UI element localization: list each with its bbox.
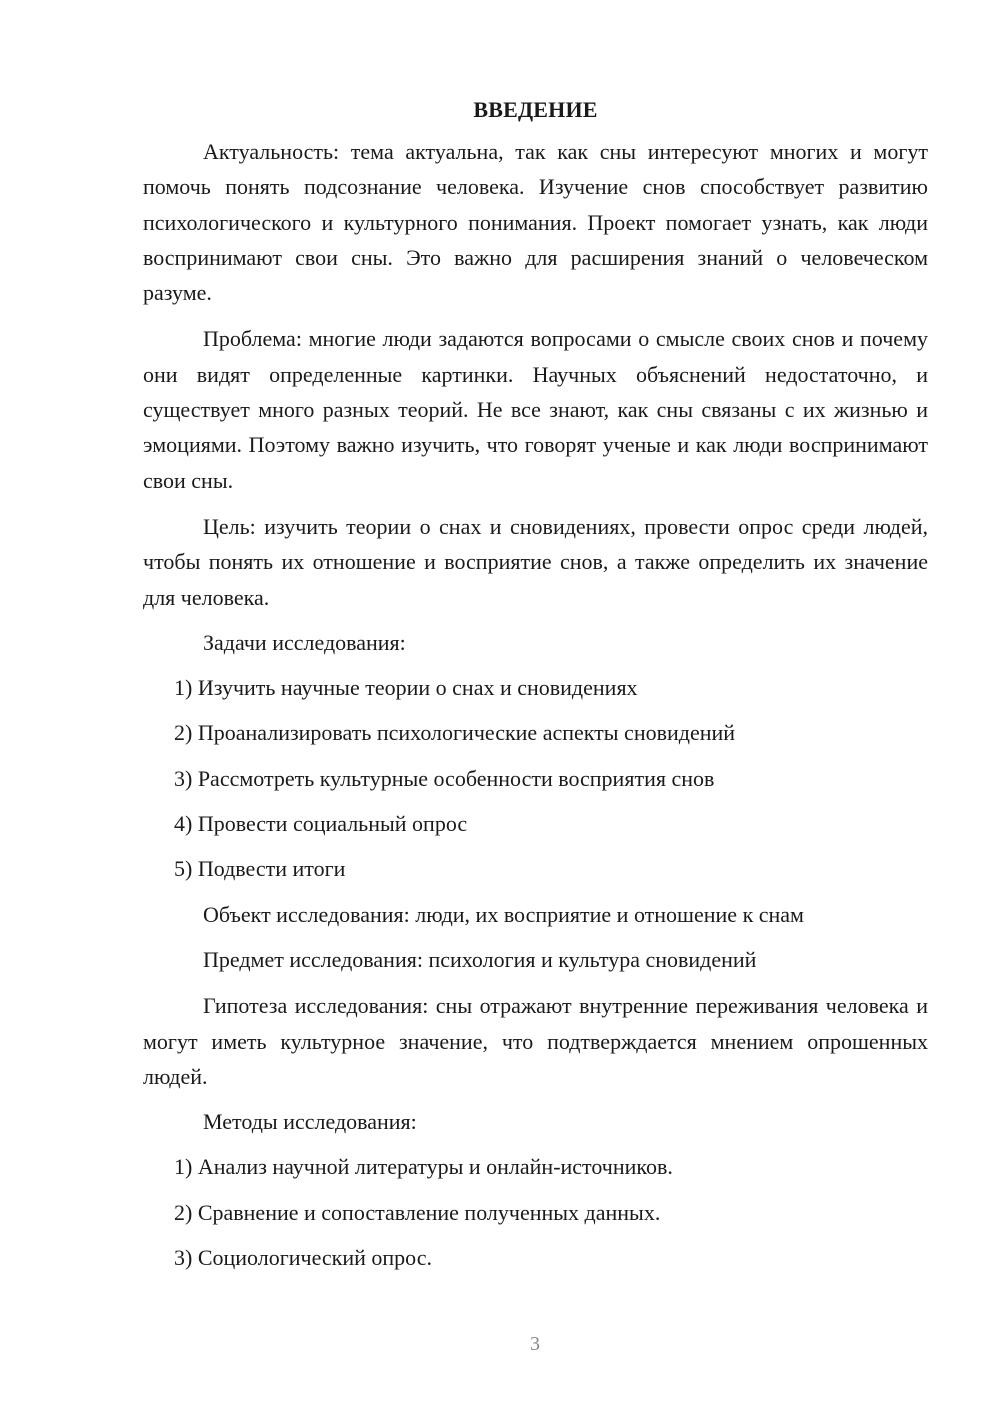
problem-paragraph: Проблема: многие люди задаются вопросами о смысле своих снов и почему они видят определенные картинки. Научных объяснений недостаточно, и существует много разных теорий. Не все знают, как сны связаны с их жизнью и эмоциями. Поэтому важно изучить, что говорят ученые и как люди воспринимают свои сны. (143, 326, 928, 493)
task-item: 5) Подвести итоги (174, 856, 346, 882)
hypothesis-paragraph: Гипотеза исследования: сны отражают внутренние переживания человека и могут иметь культурное значение, что подтверждается мнением опрошенных людей. (143, 993, 928, 1089)
relevance-paragraph: Актуальность: тема актуальна, так как сны интересуют многих и могут помочь понять подсознание человека. Изучение снов способствует развитию психологического и культурного понимания. Проект помогает узнать, как люди воспринимают свои сны. Это важно для расширения знаний о человеческом разуме. (143, 139, 928, 306)
method-item: 2) Сравнение и сопоставление полученных данных. (174, 1199, 661, 1225)
page-content (143, 92, 928, 1286)
task-item: 4) Провести социальный опрос (174, 811, 468, 837)
method-item: 1) Анализ научной литературы и онлайн-источников. (174, 1154, 673, 1180)
research-subject: Предмет исследования: психология и культура сновидений (203, 946, 757, 972)
research-object: Объект исследования: люди, их восприятие и отношение к снам (203, 901, 804, 927)
task-item: 3) Рассмотреть культурные особенности восприятия снов (174, 765, 715, 791)
methods-heading: Методы исследования: (203, 1109, 417, 1135)
task-item: 2) Проанализировать психологические аспекты сновидений (174, 720, 736, 746)
section-heading: ВВЕДЕНИЕ (473, 97, 598, 122)
tasks-heading: Задачи исследования: (203, 629, 406, 655)
page-number: 3 (530, 1333, 540, 1355)
task-item: 1) Изучить научные теории о снах и сновидениях (174, 675, 638, 701)
goal-paragraph: Цель: изучить теории о снах и сновидениях, провести опрос среди людей, чтобы понять их отношение и восприятие снов, а также определить их значение для человека. (143, 513, 928, 610)
method-item: 3) Социологический опрос. (174, 1245, 432, 1271)
